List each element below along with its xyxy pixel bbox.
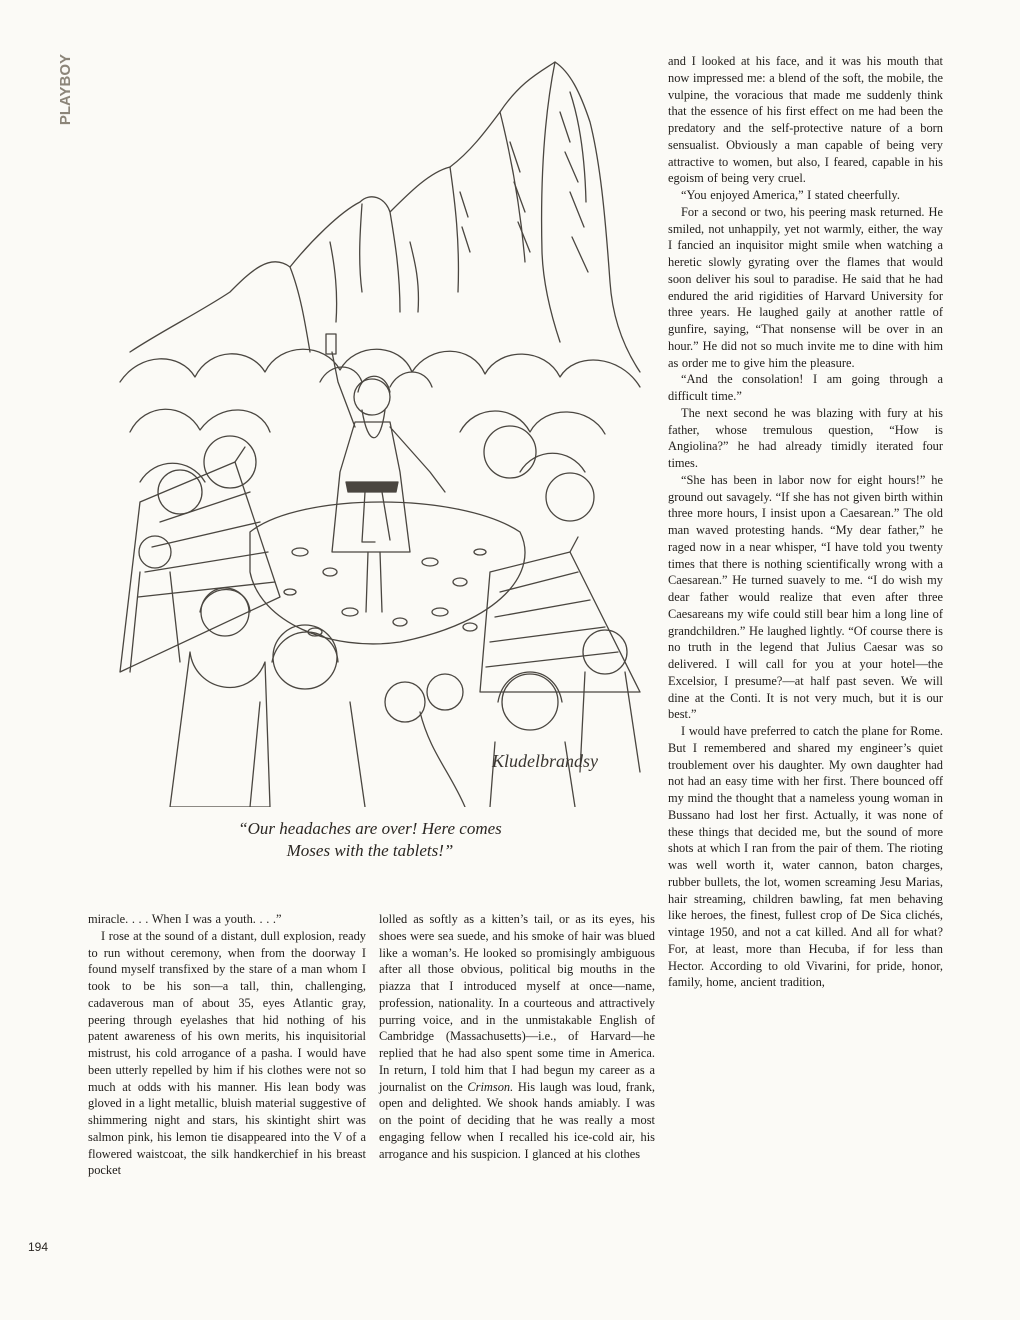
paragraph: “She has been in labor now for eight hours!” he ground out savagely. “If she has not given birth within three more hours, I insist upon a Caesarean.” The old man waved protesting hands. “My dear father,” he raged now in a near whisper, “I have told you twenty times that there is nothing scientifically wrong with a Caesarean.” He turned suavely to me. “I do wish my dear father would realize that even after three Caesareans my wife could still bear him a long line of grandchildren.” He laughed lightly. “Of course there is no truth in the legend that Julius Caesar was so delivered. I will call for you at your hotel—the Excelsior, I presume?—at half past seven. We will dine at the Conti. It is not very much, but it is our best.” <box>668 472 943 722</box>
paragraph-text-after: His laugh was loud, frank, open and delighted. We shook hands amiably. I was on the point of deciding that he was really a most engaging fellow when I recalled his ice-cold air, his arrogance and his suspicion. I glanced at his clothes <box>379 1079 655 1161</box>
paragraph: For a second or two, his peering mask returned. He smiled, not unhappily, yet not warmly, either, the way I fancied an inquisitor might smile when watching a heretic slowly gyrating over the flames that would soon deliver his soul to paradise. He said that he had endured the arid rigidities of Harvard University for three years. He laughed gaily at another rattle of gunfire, saying, “That nonsense will be over in an hour.” He did not so much invite me to dine with him as order me to give him the pleasure. <box>668 204 943 370</box>
paragraph: The next second he was blazing with fury at his father, whose tremulous question, “How is Angiolina?” he had already timidly iterated four times. <box>668 405 943 470</box>
text-column-2 <box>379 911 655 1162</box>
paragraph: and I looked at his face, and it was his mouth that now impressed me: a blend of the soft, the mobile, the vulpine, the voracious that made me suddenly think that the essence of his first effect on me had been the predatory and the self-protective nature of a born sensualist. Obviously a man capable of being very attractive to women, but also, I feared, capable in his egoism of being very cruel. <box>668 54 943 186</box>
text-column-3 <box>668 53 943 991</box>
paragraph: “You enjoyed America,” I stated cheerfully. <box>681 188 900 202</box>
text-column-1 <box>88 911 366 1179</box>
paragraph: I would have preferred to catch the plane for Rome. But I remembered and shared my engineer’s quiet troublement over his daughter. My own daughter had not had an easy time with her first. There bounced off my mind the thought that a nameless young woman in Bussano had lost her first. Actually, it was none of these things that decided me, but the sound of more shots at which I ran from the pair of them. The rioting was well worth it, water cannon, baton charges, rubber bullets, the lot, women screaming Jesu Marias, hair streaming, children bawling, fat men behaving like heroes, the finest, fullest crop of De Sica clichés, vintage 1950, and not a cat killed. And all for what? For, at least, more than Hecuba, if for less than Hector. According to old Vivarini, for pride, honor, family, home, ancient tradition, <box>668 724 943 990</box>
page-number: 194 <box>28 1240 49 1254</box>
paragraph <box>379 911 655 1162</box>
paragraph: I rose at the sound of a distant, dull explosion, ready to run without ceremony, when from the doorway I found myself transfixed by the stare of a man whom I took to be his son—a tall, thin, challenging, cadaverous man of about 35, eyes Atlantic gray, peering through eyelashes that hid nothing of his patent awareness of his own merits, his inquisitorial mistrust, his cold arrogance of a pasha. I would have been utterly repelled by him if his clothes were not so much at odds with his manner. His lean body was gloved in a light metallic, bluish material suggestive of shimmering night and stars, his skintight shirt was salmon pink, his lemon tie disappeared into the V of a flowered waistcoat, the silk handkerchief in his breast pocket <box>88 928 366 1178</box>
caption-line-1: “Our headaches are over! Here comes <box>238 819 502 838</box>
caption-line-2: Moses with the tablets!” <box>286 841 454 860</box>
paragraph: “And the consolation! I am going through a difficult time.” <box>668 372 943 403</box>
crimson-italic: Crimson. <box>467 1079 514 1094</box>
paragraph: miracle. . . . When I was a youth. . . .” <box>88 912 282 926</box>
cartoon-drawing <box>100 52 660 807</box>
cartoon-caption <box>150 818 590 862</box>
cartoon-signature: Kludelbrandsy <box>492 751 598 771</box>
cartoon-illustration <box>100 52 660 807</box>
masthead: PLAYBOY <box>57 54 74 126</box>
paragraph-text-before: lolled as softly as a kitten’s tail, or as its eyes, his shoes were sea suede, and his smoke of hair was blued like a woman’s. He looked so promisingly ambiguous after all those obvious, political big mouths in the piazza that I introduced myself at once—name, profession, nationality. In a courteous and attractively purring voice, and in the unmistakable English of Cambridge (Massachusetts)—i.e., of Harvard—he replied that he had also spent some time in America. In return, I told him that I had begun my career as a journalist on the <box>379 912 655 1094</box>
